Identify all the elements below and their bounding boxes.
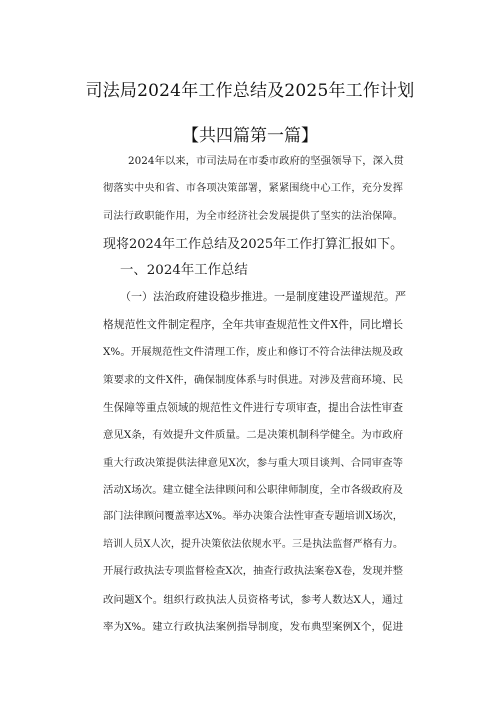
paragraph-line: 2024年以来，市司法局在市委市政府的坚强领导下，深入贯 bbox=[128, 155, 404, 167]
paragraph-line: 培训人员X人次，提升决策依法依规水平。三是执法监督严格有力。 bbox=[103, 539, 403, 550]
paragraph-line: 格规范性文件制定程序，全年共审查规范性文件X件，同比增长 bbox=[103, 318, 403, 331]
paragraph-line: 现将2024年工作总结及2025年工作打算汇报如下。 bbox=[103, 237, 404, 252]
paragraph-line: 开展行政执法专项监督检查X次，抽查行政执法案卷X卷，发现并整 bbox=[103, 566, 403, 577]
paragraph-line: 改问题X个。组织行政执法人员资格考试，参考人数达X人，通过 bbox=[103, 594, 403, 606]
paragraph-line: 意见X条，有效提升文件质量。二是决策机制科学健全。为市政府 bbox=[103, 429, 403, 441]
document-title: 司法局2024年工作总结及2025年工作计划 bbox=[85, 81, 415, 101]
paragraph-line: 彻落实中央和省、市各项决策部署，紧紧围绕中心工作，充分发挥 bbox=[103, 183, 403, 194]
paragraph-line: 生保障等重点领域的规范性文件进行专项审查，提出合法性审查 bbox=[103, 402, 403, 414]
section-heading: 一、2024年工作总结 bbox=[120, 263, 248, 278]
paragraph-line: 率为X%。建立行政执法案例指导制度，发布典型案例X个，促进 bbox=[103, 621, 403, 633]
paragraph-line: 重大行政决策提供法律意见X次，参与重大项目谈判、合同审查等 bbox=[103, 457, 403, 469]
paragraph-line: X%。开展规范性文件清理工作，废止和修订不符合法律法规及政 bbox=[103, 346, 403, 358]
paragraph-line: 策要求的文件X件，确保制度体系与时俱进。对涉及营商环境、民 bbox=[103, 374, 403, 386]
paragraph-line: 活动X场次。建立健全法律顾问和公职律师制度，全市各级政府及 bbox=[103, 484, 403, 496]
paragraph-line: （一）法治政府建设稳步推进。一是制度建设严谨规范。严 bbox=[120, 290, 406, 303]
paragraph-line: 部门法律顾问覆盖率达X%。举办决策合法性审查专题培训X场次， bbox=[103, 511, 403, 522]
paragraph-line: 司法行政职能作用，为全市经济社会发展提供了坚实的法治保障。 bbox=[103, 211, 403, 222]
document-subtitle: 【共四篇第一篇】 bbox=[182, 126, 318, 146]
